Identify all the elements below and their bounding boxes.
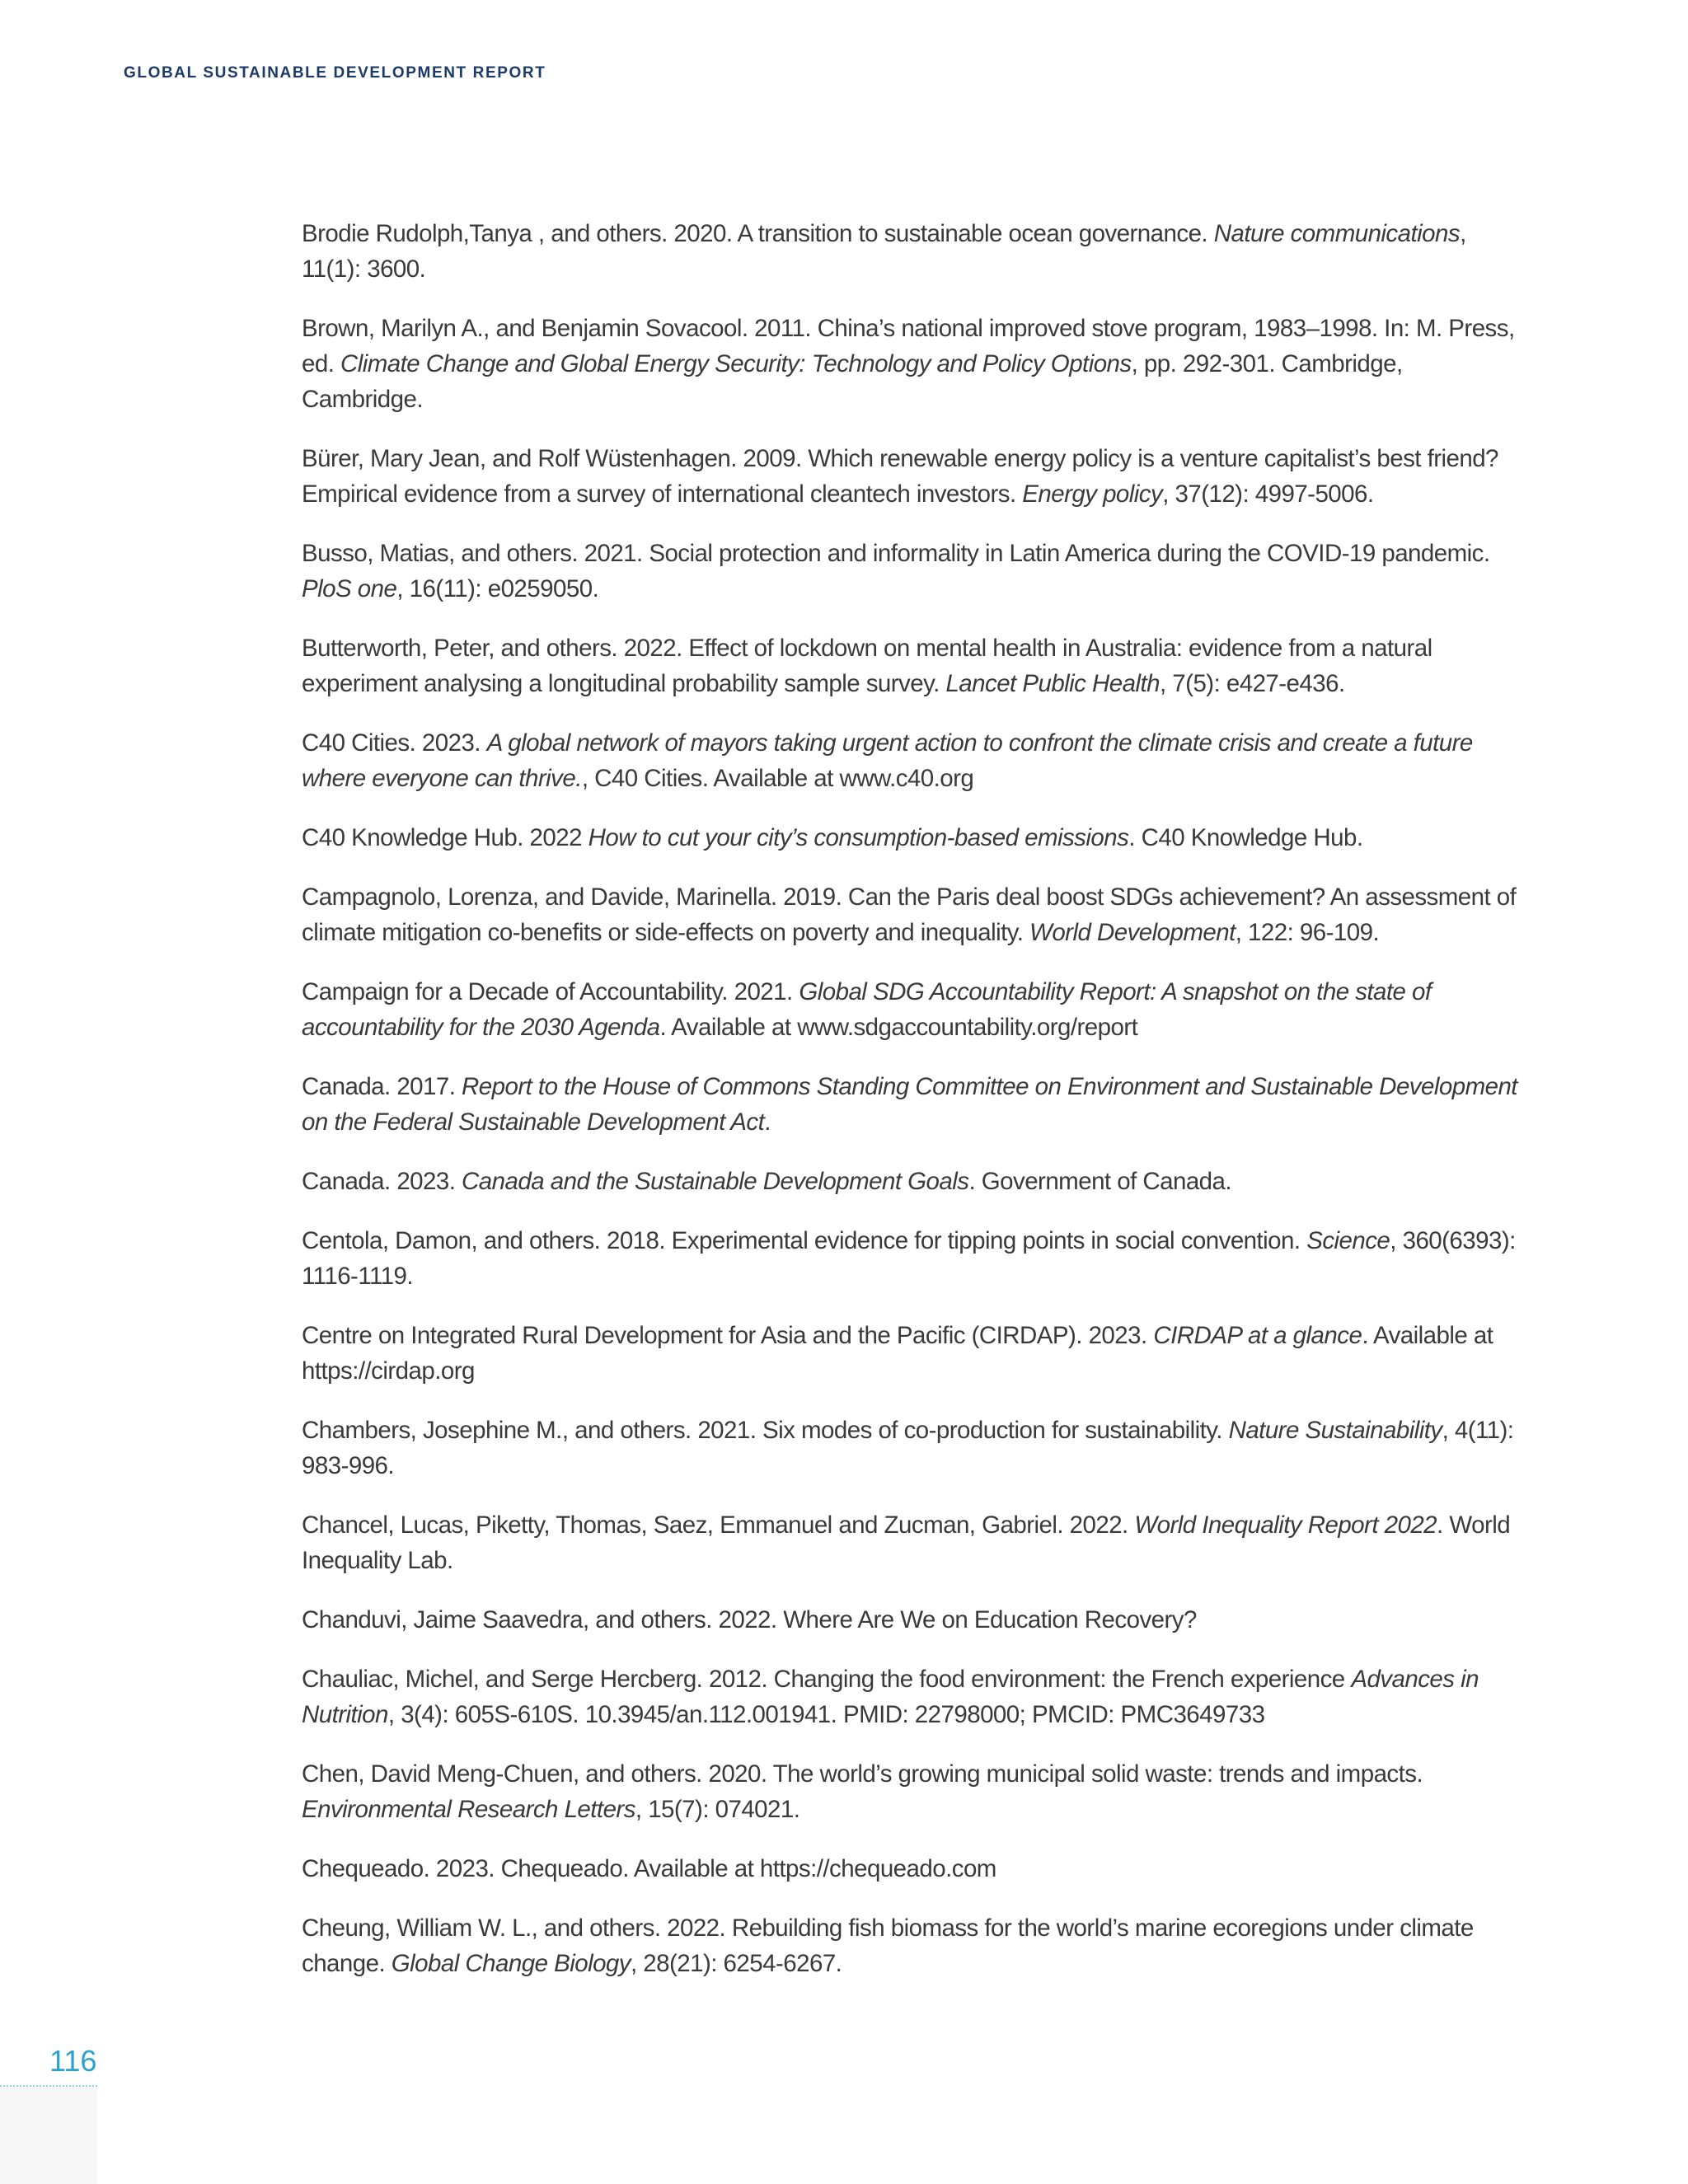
reference-text: . Available at https://cirdap.org [302,1322,1493,1385]
reference-text: Campaign for a Decade of Accountability. 2021. [302,978,799,1005]
reference-text: Chambers, Josephine M., and others. 2021. Six modes of co-production for sustainability. [302,1417,1229,1444]
reference-text: Campagnolo, Lorenza, and Davide, Marinella. 2019. Can the Paris deal boost SDGs achievement? An assessment of climate mitigation co-benefits or side-effects on poverty and inequality. [302,883,1517,946]
reference-text: , 7(5): e427-e436. [1160,670,1345,697]
reference-entry [302,536,1530,607]
reference-entry [302,1910,1530,1981]
reference-text: Chancel, Lucas, Piketty, Thomas, Saez, Emmanuel and Zucman, Gabriel. 2022. [302,1511,1135,1539]
reference-title-italic: Energy policy [1022,480,1163,508]
reference-entry [302,1223,1530,1294]
reference-entry [302,441,1530,512]
reference-text: Chen, David Meng-Chuen, and others. 2020. The world’s growing municipal solid waste: trends and impacts. [302,1760,1423,1788]
reference-title-italic: CIRDAP at a glance [1153,1322,1362,1349]
reference-entry [302,1756,1530,1827]
reference-text: Cheung, William W. L., and others. 2022. Rebuilding fish biomass for the world’s marine ecoregions under climate change. [302,1915,1474,1977]
reference-text: . C40 Knowledge Hub. [1128,824,1363,851]
reference-text: Centre on Integrated Rural Development for Asia and the Pacific (CIRDAP). 2023. [302,1322,1154,1349]
reference-entry [302,879,1530,950]
reference-title-italic: PloS one [302,575,397,602]
reference-title-italic: How to cut your city’s consumption-based emissions [588,824,1129,851]
reference-text: , 16(11): e0259050. [396,575,599,602]
reference-text: , 11(1): 3600. [302,220,1466,283]
reference-entry [302,1507,1530,1578]
running-header: GLOBAL SUSTAINABLE DEVELOPMENT REPORT [124,64,546,82]
reference-entry [302,1318,1530,1389]
reference-text: Canada. 2017. [302,1073,462,1100]
reference-text: , 4(11): 983-996. [302,1417,1514,1479]
reference-entry [302,974,1530,1045]
reference-entry [302,1069,1530,1140]
reference-entry [302,1602,1530,1638]
reference-text: . World Inequality Lab. [302,1511,1511,1574]
page-number: 116 [49,2044,97,2078]
reference-text: , 28(21): 6254-6267. [631,1950,842,1977]
reference-text: . Available at www.sdgaccountability.org/report [659,1014,1138,1041]
reference-text: C40 Cities. 2023. [302,729,487,757]
reference-title-italic: Science [1306,1227,1390,1254]
reference-entry [302,1851,1530,1886]
reference-entry [302,1413,1530,1483]
reference-entry [302,725,1530,796]
reference-text: Centola, Damon, and others. 2018. Experimental evidence for tipping points in social convention. [302,1227,1307,1254]
reference-list [302,216,1530,2005]
reference-title-italic: Global SDG Accountability Report: A snapshot on the state of accountability for the 2030 Agenda [302,978,1432,1041]
reference-text: Chauliac, Michel, and Serge Hercberg. 2012. Changing the food environment: the French experience [302,1666,1352,1693]
reference-text: , 37(12): 4997-5006. [1162,480,1374,508]
reference-title-italic: Nature Sustainability [1228,1417,1442,1444]
reference-text: . [764,1108,771,1136]
reference-text: , pp. 292-301. Cambridge, Cambridge. [302,350,1403,413]
reference-entry [302,311,1530,417]
reference-text: Chequeado. 2023. Chequeado. Available at https://chequeado.com [302,1855,996,1882]
reference-text: Brodie Rudolph,Tanya , and others. 2020. A transition to sustainable ocean governance. [302,220,1214,247]
reference-text: Chanduvi, Jaime Saavedra, and others. 2022. Where Are We on Education Recovery? [302,1606,1197,1633]
reference-text: Busso, Matias, and others. 2021. Social protection and informality in Latin America during the COVID-19 pandemic. [302,540,1490,567]
reference-entry [302,1661,1530,1732]
reference-text: . Government of Canada. [968,1168,1232,1195]
reference-text: , 122: 96-109. [1235,919,1380,946]
reference-text: Brown, Marilyn A., and Benjamin Sovacool. 2011. China’s national improved stove program, 1983–1998. In: M. Press, ed. [302,315,1515,377]
reference-text: C40 Knowledge Hub. 2022 [302,824,588,851]
reference-title-italic: Nature communications [1213,220,1461,247]
reference-title-italic: Global Change Biology [391,1950,631,1977]
reference-text: Bürer, Mary Jean, and Rolf Wüstenhagen. 2009. Which renewable energy policy is a venture capitalist’s best friend? Empirical evidence from a survey of international cleantech investors. [302,445,1498,508]
corner-decoration [0,2087,97,2184]
reference-title-italic: World Development [1029,919,1236,946]
reference-title-italic: Canada and the Sustainable Development Goals [462,1168,969,1195]
reference-title-italic: Advances in Nutrition [302,1666,1479,1728]
reference-text: Butterworth, Peter, and others. 2022. Effect of lockdown on mental health in Australia: evidence from a natural experiment analysing a longitudinal probability sample survey. [302,635,1432,697]
reference-text: , 15(7): 074021. [635,1796,800,1823]
reference-title-italic: Climate Change and Global Energy Security: Technology and Policy Options [340,350,1132,377]
reference-title-italic: World Inequality Report 2022 [1134,1511,1437,1539]
reference-entry [302,1164,1530,1199]
reference-entry [302,630,1530,701]
reference-entry [302,216,1530,287]
reference-text: , 360(6393): 1116-1119. [302,1227,1516,1290]
reference-text: , 3(4): 605S-610S. 10.3945/an.112.001941. PMID: 22798000; PMCID: PMC3649733 [387,1701,1265,1728]
reference-text: Canada. 2023. [302,1168,462,1195]
reference-text: , C40 Cities. Available at www.c40.org [581,765,974,792]
reference-title-italic: Lancet Public Health [945,670,1160,697]
reference-title-italic: Report to the House of Commons Standing Committee on Environment and Sustainable Development on the Federal Sustainable Development Act [302,1073,1517,1136]
reference-entry [302,820,1530,855]
reference-title-italic: A global network of mayors taking urgent action to confront the climate crisis and create a future where everyone can thrive. [302,729,1473,792]
reference-title-italic: Environmental Research Letters [302,1796,635,1823]
